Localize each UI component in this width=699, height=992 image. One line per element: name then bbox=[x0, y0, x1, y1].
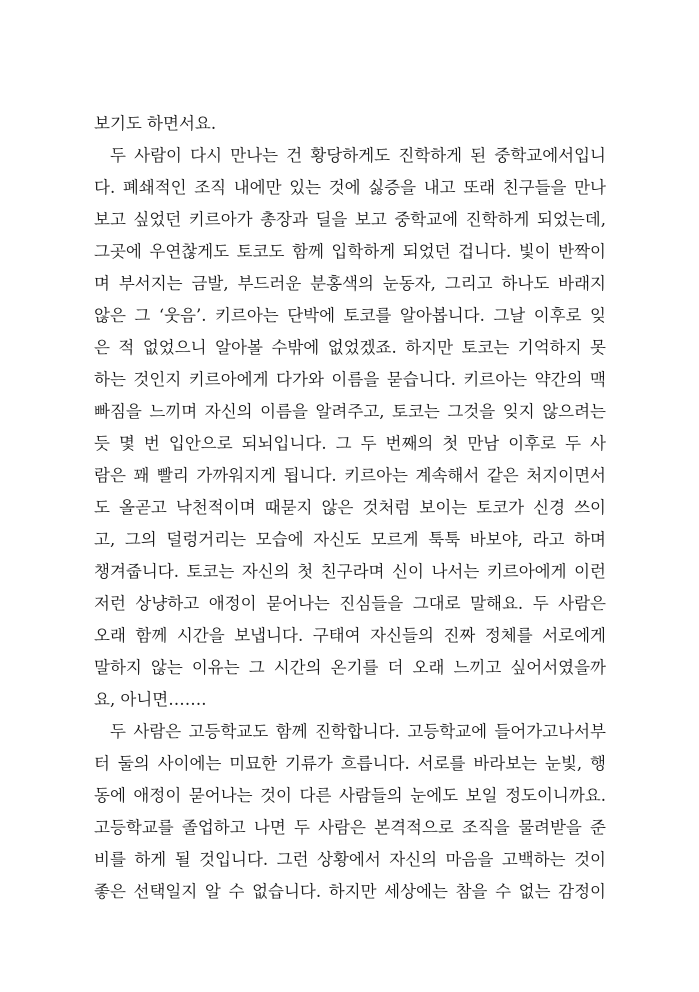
text-line: 저런 상냥하고 애정이 묻어나는 진심들을 그대로 말해요. 두 사람은 bbox=[94, 594, 606, 613]
text-line: 도 올곧고 낙천적이며 때묻지 않은 것처럼 보이는 토코가 신경 쓰이 bbox=[94, 498, 606, 517]
text-line: 두 사람은 고등학교도 함께 진학합니다. 고등학교에 들어가고나서부 bbox=[110, 722, 606, 741]
paragraph bbox=[94, 716, 606, 908]
text-line: 말하지 않는 이유는 그 시간의 온기를 더 오래 느끼고 싶어서였을까 bbox=[94, 658, 606, 677]
text-line: 빠짐을 느끼며 자신의 이름을 알려주고, 토코는 그것을 잊지 않으려는 bbox=[94, 402, 606, 421]
text-line: 보고 싶었던 키르아가 총장과 딜을 보고 중학교에 진학하게 되었는데, bbox=[94, 210, 606, 229]
text-line: 비를 하게 될 것입니다. 그런 상황에서 자신의 마음을 고백하는 것이 bbox=[94, 850, 606, 869]
paragraph bbox=[94, 140, 606, 716]
document-body bbox=[94, 108, 606, 908]
paragraph bbox=[94, 108, 606, 140]
text-line: 보기도 하면서요. bbox=[94, 114, 217, 133]
text-line: 터 둘의 사이에는 미묘한 기류가 흐릅니다. 서로를 바라보는 눈빛, 행 bbox=[94, 754, 606, 773]
text-line: 하는 것인지 키르아에게 다가와 이름을 묻습니다. 키르아는 약간의 맥 bbox=[94, 370, 606, 389]
text-line: 람은 꽤 빨리 가까워지게 됩니다. 키르아는 계속해서 같은 처지이면서 bbox=[94, 466, 606, 485]
text-line: 듯 몇 번 입안으로 되뇌입니다. 그 두 번째의 첫 만남 이후로 두 사 bbox=[94, 434, 606, 453]
text-line: 좋은 선택일지 알 수 없습니다. 하지만 세상에는 참을 수 없는 감정이 bbox=[94, 882, 606, 901]
text-line: 은 적 없었으니 알아볼 수밖에 없었겠죠. 하지만 토코는 기억하지 못 bbox=[94, 338, 606, 357]
text-line: 고, 그의 덜렁거리는 모습에 자신도 모르게 툭툭 바보야, 라고 하며 bbox=[94, 530, 606, 549]
text-line: 며 부서지는 금발, 부드러운 분홍색의 눈동자, 그리고 하나도 바래지 bbox=[94, 274, 606, 293]
text-line: 다. 폐쇄적인 조직 내에만 있는 것에 싫증을 내고 또래 친구들을 만나 bbox=[94, 178, 606, 197]
text-line: 않은 그 ‘웃음’. 키르아는 단박에 토코를 알아봅니다. 그날 이후로 잊 bbox=[94, 306, 606, 325]
text-line: 오래 함께 시간을 보냅니다. 구태여 자신들의 진짜 정체를 서로에게 bbox=[94, 626, 606, 645]
text-line: 고등학교를 졸업하고 나면 두 사람은 본격적으로 조직을 물려받을 준 bbox=[94, 818, 606, 837]
text-line: 두 사람이 다시 만나는 건 황당하게도 진학하게 된 중학교에서입니 bbox=[110, 146, 606, 165]
text-line: 챙겨줍니다. 토코는 자신의 첫 친구라며 신이 나서는 키르아에게 이런 bbox=[94, 562, 606, 581]
text-line: 동에 애정이 묻어나는 것이 다른 사람들의 눈에도 보일 정도이니까요. bbox=[94, 786, 606, 805]
text-line: 그곳에 우연찮게도 토코도 함께 입학하게 되었던 겁니다. 빛이 반짝이 bbox=[94, 242, 606, 261]
text-line: 요, 아니면……. bbox=[94, 690, 207, 709]
